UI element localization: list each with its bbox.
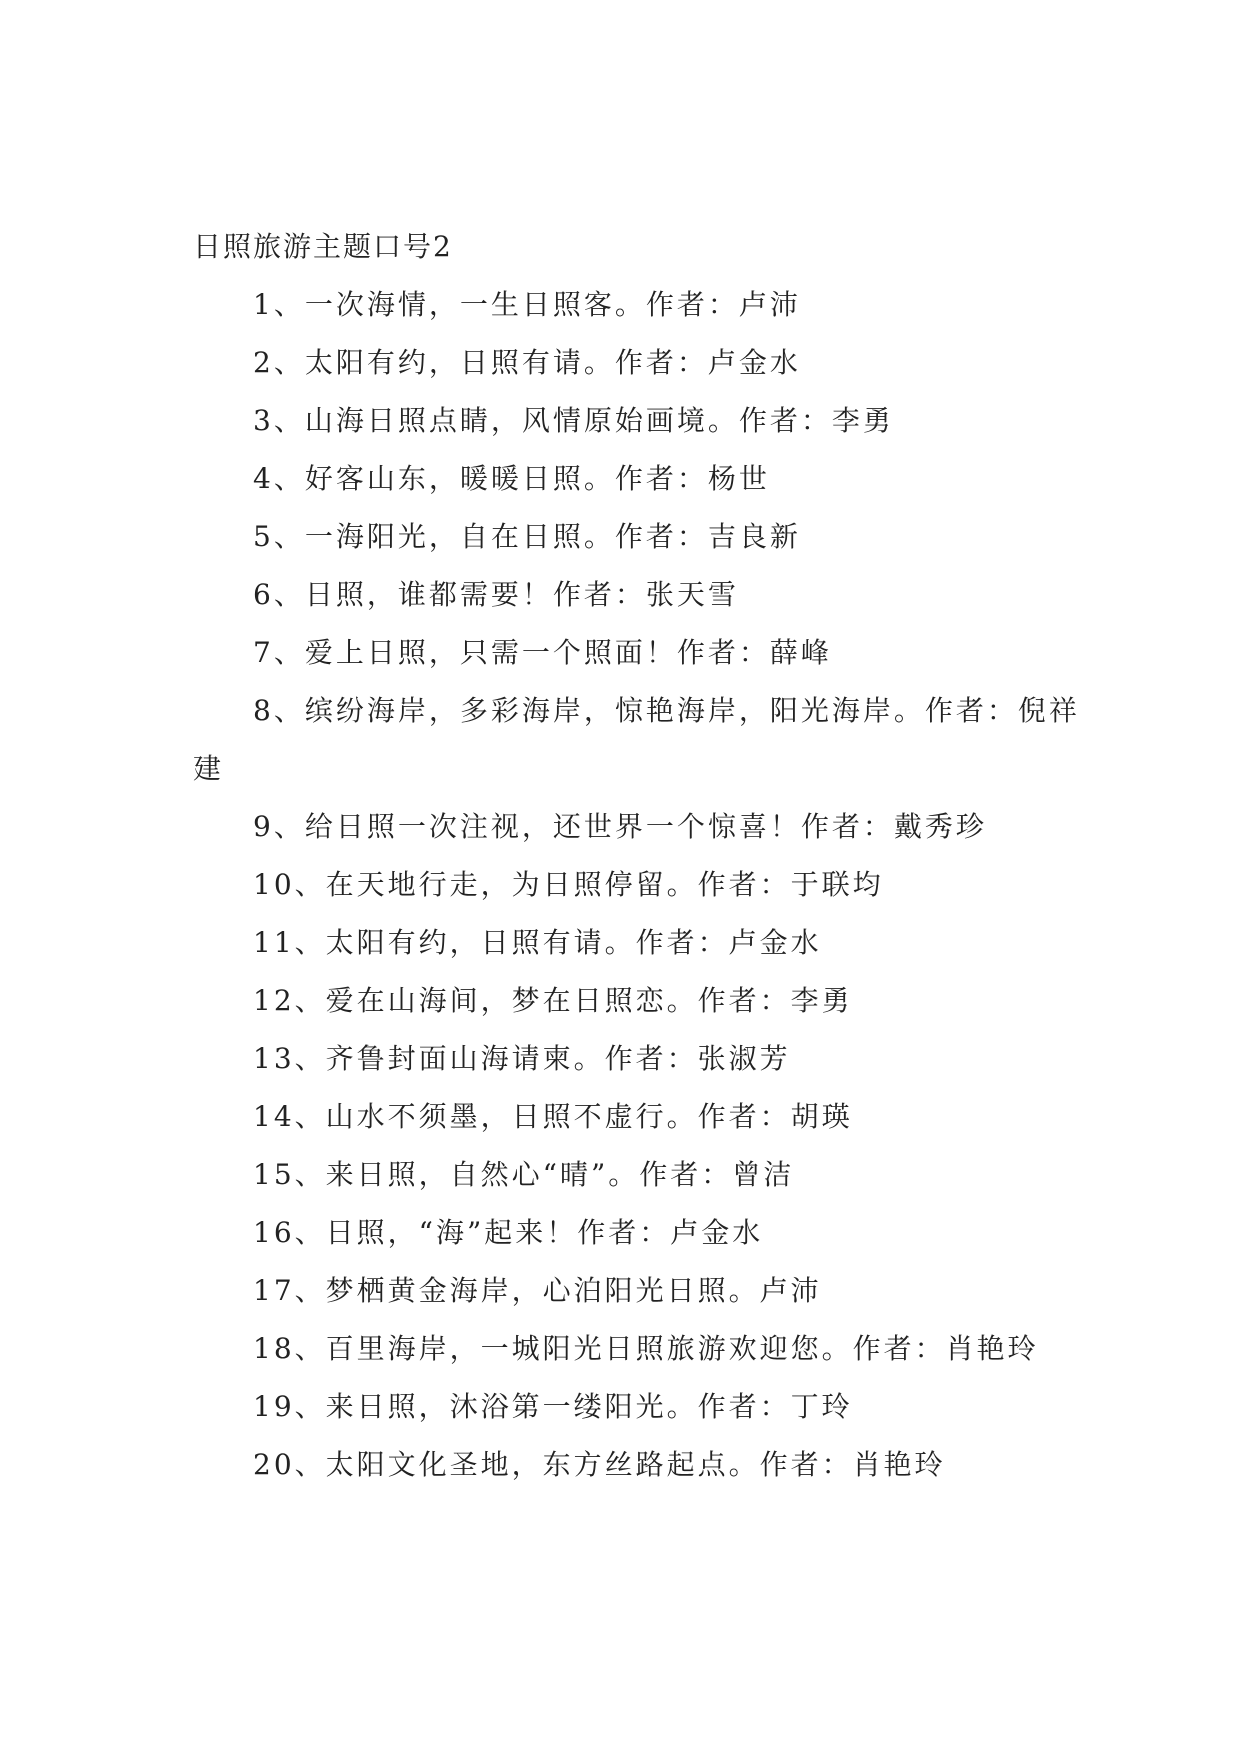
slogan-item: 1、一次海情，一生日照客。作者：卢沛 (253, 288, 801, 321)
slogan-item: 3、山海日照点睛，风情原始画境。作者：李勇 (253, 404, 894, 437)
slogan-item: 5、一海阳光，自在日照。作者：吉良新 (253, 520, 801, 553)
slogan-item: 4、好客山东，暖暖日照。作者：杨世 (253, 462, 770, 495)
slogan-item: 2、太阳有约，日照有请。作者：卢金水 (253, 346, 801, 379)
document-body (193, 218, 1083, 1494)
slogan-item: 12、爱在山海间，梦在日照恋。作者：李勇 (253, 984, 853, 1017)
slogan-item: 18、百里海岸，一城阳光日照旅游欢迎您。作者：肖艳玲 (253, 1332, 1039, 1365)
slogan-item: 16、日照，“海”起来！作者：卢金水 (253, 1216, 764, 1249)
slogan-item: 20、太阳文化圣地，东方丝路起点。作者：肖艳玲 (253, 1448, 946, 1481)
slogan-item: 13、齐鲁封面山海请柬。作者：张淑芳 (253, 1042, 791, 1075)
slogan-item: 8、缤纷海岸，多彩海岸，惊艳海岸，阳光海岸。作者：倪祥建 (193, 694, 1080, 785)
slogan-item: 17、梦栖黄金海岸，心泊阳光日照。卢沛 (253, 1274, 822, 1307)
document-title: 日照旅游主题口号2 (193, 230, 453, 263)
slogan-item: 9、给日照一次注视，还世界一个惊喜！作者：戴秀珍 (253, 810, 987, 843)
slogan-item: 19、来日照，沐浴第一缕阳光。作者：丁玲 (253, 1390, 853, 1423)
slogan-item: 7、爱上日照，只需一个照面！作者：薛峰 (253, 636, 832, 669)
slogan-item: 6、日照，谁都需要！作者：张天雪 (253, 578, 739, 611)
slogan-item: 15、来日照，自然心“晴”。作者：曾洁 (253, 1158, 795, 1191)
slogan-item: 10、在天地行走，为日照停留。作者：于联均 (253, 868, 884, 901)
slogan-list (193, 276, 1083, 1494)
slogan-item: 11、太阳有约，日照有请。作者：卢金水 (253, 926, 822, 959)
slogan-item: 14、山水不须墨，日照不虚行。作者：胡瑛 (253, 1100, 853, 1133)
